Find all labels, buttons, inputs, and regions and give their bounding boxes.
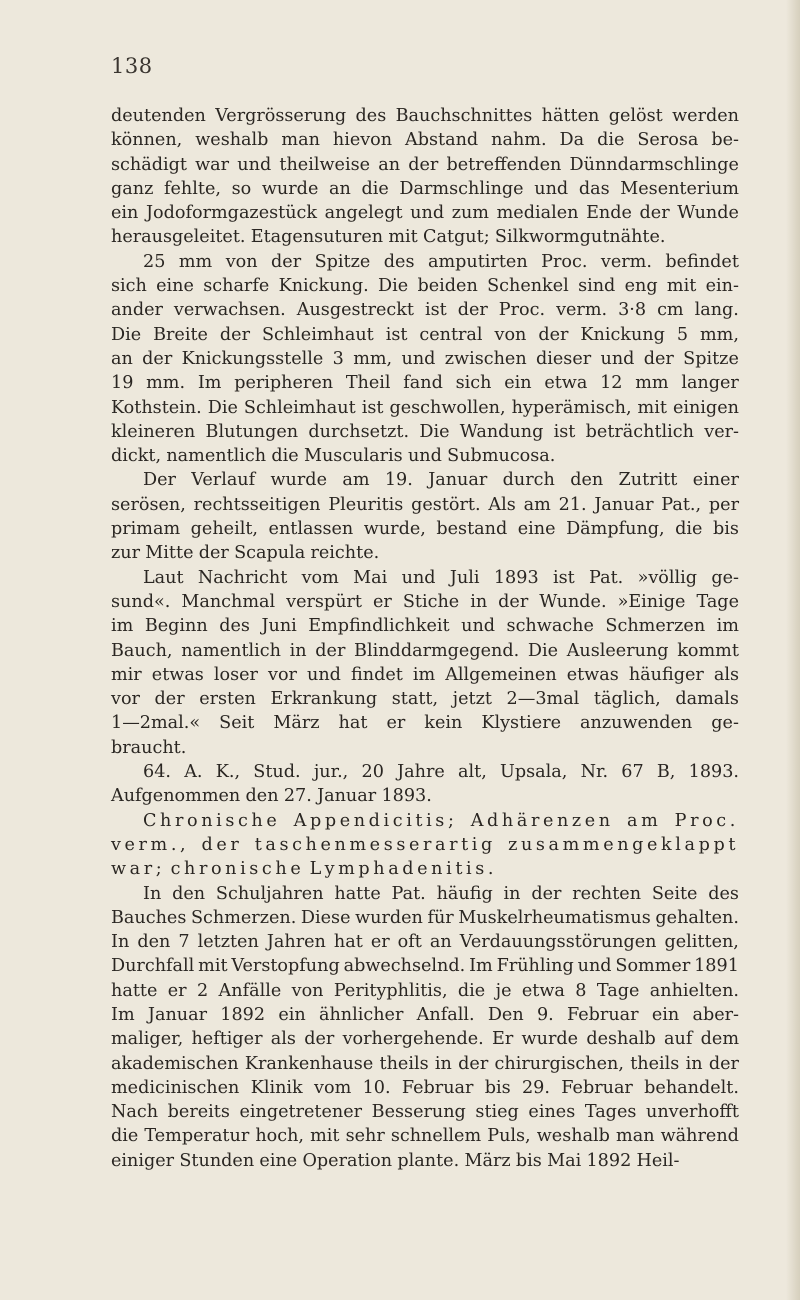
text-line: zur Mitte der Scapula reichte. [111, 543, 380, 564]
text-line: sich eine scharfe Knickung. Die beiden Schenkel sind eng mit ein- [111, 276, 739, 297]
text-line: ganz fehlte, so wurde an die Darmschlinge und das Mesenterium [111, 178, 739, 199]
text-line: verm., der taschenmesserartig zusammengeklappt [111, 834, 739, 855]
text-line: In den Schuljahren hatte Pat. häufig in der rechten Seite des [143, 883, 739, 904]
text-line: Chronische Appendicitis; Adhärenzen am Proc. [143, 810, 739, 831]
text-line: schädigt war und theilweise an der betreffenden Dünndarmschlinge [111, 154, 739, 175]
text-line: Laut Nachricht vom Mai und Juli 1893 ist Pat. »völlig ge- [143, 567, 739, 588]
text-line: an der Knickungsstelle 3 mm, und zwischen dieser und der Spitze [111, 348, 739, 369]
text-line: hatte er 2 Anfälle von Perityphlitis, die je etwa 8 Tage anhielten. [111, 980, 739, 1001]
text-line: 64. A. K., Stud. jur., 20 Jahre alt, Upsala, Nr. 67 B, 1893. [143, 762, 739, 783]
page-number: 138 [111, 54, 153, 78]
text-line: Nach bereits eingetretener Besserung stieg eines Tages unverhofft [111, 1102, 739, 1123]
text-line: ein Jodoformgazestück angelegt und zum medialen Ende der Wunde [111, 203, 739, 224]
page-edge-shadow [786, 0, 800, 1300]
text-line: Durchfall mit Verstopfung abwechselnd. Im Frühling und Sommer 1891 [111, 956, 739, 977]
text-line: Im Januar 1892 ein ähnlicher Anfall. Den 9. Februar ein aber- [111, 1004, 739, 1025]
text-line: primam geheilt, entlassen wurde, bestand eine Dämpfung, die bis [111, 519, 739, 540]
text-line: serösen, rechtsseitigen Pleuritis gestört. Als am 21. Januar Pat., per [111, 494, 739, 515]
body-text [111, 104, 739, 1173]
text-line: kleineren Blutungen durchsetzt. Die Wandung ist beträchtlich ver- [111, 421, 739, 442]
text-line: können, weshalb man hievon Abstand nahm. Da die Serosa be- [111, 130, 739, 151]
text-line: 1—2mal.« Seit März hat er kein Klystiere anzuwenden ge- [111, 713, 739, 734]
text-line: maliger, heftiger als der vorhergehende. Er wurde deshalb auf dem [111, 1029, 739, 1050]
text-line: Bauches Schmerzen. Diese wurden für Muskelrheumatismus gehalten. [111, 907, 739, 928]
text-line: braucht. [111, 737, 187, 758]
text-line: vor der ersten Erkrankung statt, jetzt 2—3mal täglich, damals [111, 689, 739, 710]
text-line: sund«. Manchmal verspürt er Stiche in der Wunde. »Einige Tage [111, 591, 739, 612]
text-line: In den 7 letzten Jahren hat er oft an Verdauungsstörungen gelitten, [111, 932, 739, 953]
text-line: herausgeleitet. Etagensuturen mit Catgut; Silkwormgutnähte. [111, 227, 666, 248]
text-line: 25 mm von der Spitze des amputirten Proc. verm. befindet [143, 251, 739, 272]
text-line: war; chronische Lymphadenitis. [111, 859, 498, 880]
text-line: Bauch, namentlich in der Blinddarmgegend. Die Ausleerung kommt [111, 640, 739, 661]
text-line: 19 mm. Im peripheren Theil fand sich ein etwa 12 mm langer [111, 373, 739, 394]
text-line: deutenden Vergrösserung des Bauchschnittes hätten gelöst werden [111, 106, 739, 126]
text-line: Die Breite der Schleimhaut ist central von der Knickung 5 mm, [111, 324, 739, 345]
text-line: Der Verlauf wurde am 19. Januar durch den Zutritt einer [143, 470, 739, 491]
text-line: akademischen Krankenhause theils in der chirurgischen, theils in der [111, 1053, 739, 1074]
text-line: medicinischen Klinik vom 10. Februar bis 29. Februar behandelt. [111, 1077, 739, 1098]
text-line: Kothstein. Die Schleimhaut ist geschwollen, hyperämisch, mit einigen [111, 397, 739, 418]
text-line: Aufgenommen den 27. Januar 1893. [111, 786, 432, 807]
text-line: die Temperatur hoch, mit sehr schnellem Puls, weshalb man während [111, 1126, 739, 1147]
text-line: dickt, namentlich die Muscularis und Submucosa. [111, 446, 556, 467]
text-line: einiger Stunden eine Operation plante. März bis Mai 1892 Heil- [111, 1150, 680, 1171]
text-line: mir etwas loser vor und findet im Allgemeinen etwas häufiger als [111, 664, 739, 685]
text-line: im Beginn des Juni Empfindlichkeit und schwache Schmerzen im [111, 616, 739, 637]
text-line: ander verwachsen. Ausgestreckt ist der Proc. verm. 3·8 cm lang. [111, 300, 739, 321]
